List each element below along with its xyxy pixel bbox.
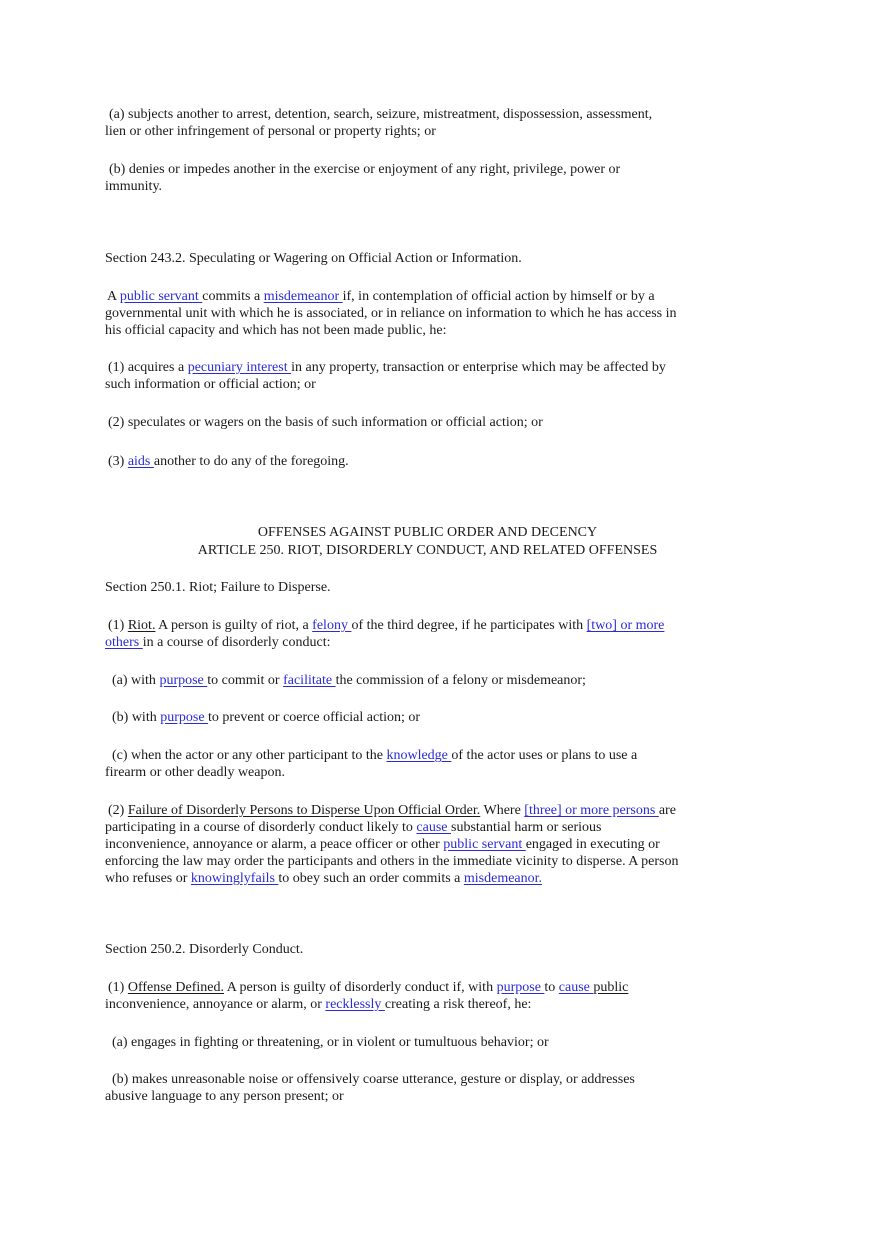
link-two-or-more[interactable]: [two] or more <box>586 618 665 633</box>
link-cause[interactable]: cause <box>558 980 594 995</box>
link-cause[interactable]: cause <box>416 820 452 835</box>
link-three-or-more-persons[interactable]: [three] or more persons <box>524 803 659 818</box>
link-public-servant[interactable]: public servant <box>119 289 203 304</box>
item-1-acquires: (1) acquires a pecuniary interest in any property, transaction or enterprise which may be affected by such information or official action; or <box>105 360 666 392</box>
offenses-title: OFFENSES AGAINST PUBLIC ORDER AND DECENCY ARTICLE 250. RIOT, DISORDERLY CONDUCT, AND RELATED OFFENSES <box>197 525 658 558</box>
link-purpose[interactable]: purpose <box>159 673 208 688</box>
riot-paragraph: (1) Riot. A person is guilty of riot, a felony of the third degree, if he participates with [two] or more others in a course of disorderly conduct: <box>105 618 665 650</box>
link-pecuniary-interest[interactable]: pecuniary interest <box>187 360 292 375</box>
failure-to-disperse-paragraph: (2) Failure of Disorderly Persons to Disperse Upon Official Order. Where [three] or more persons are participating in a course of disorderly conduct likely to cause substantial harm or serious inconvenience, annoyance or alarm, a peace officer or other public servant engaged in executing or enforcing the law may order the participants and others in the immediate vicinity to disperse. A person who refuses or knowinglyfails to obey such an order commits a misdemeanor. <box>105 803 679 886</box>
riot-item-a: (a) with purpose to commit or facilitate the commission of a felony or misdemeanor; <box>112 673 586 688</box>
item-3-aids: (3) aids another to do any of the foregoing. <box>108 454 349 469</box>
riot-item-b: (b) with purpose to prevent or coerce official action; or <box>112 710 421 725</box>
failure-to-disperse-title: Failure of Disorderly Persons to Disperse Upon Official Order. <box>127 803 481 818</box>
paragraph-b-denies: (b) denies or impedes another in the exercise or enjoyment of any right, privilege, power or immunity. <box>105 162 621 194</box>
disorderly-item-b: (b) makes unreasonable noise or offensively coarse utterance, gesture or display, or addresses abusive language to any person present; or <box>105 1072 635 1104</box>
link-knowingly-fails[interactable]: knowinglyfails <box>190 871 279 886</box>
link-purpose[interactable]: purpose <box>160 710 209 725</box>
link-aids[interactable]: aids <box>127 454 154 469</box>
riot-item-c: (c) when the actor or any other participant to the knowledge of the actor uses or plans to use a firearm or other deadly weapon. <box>105 748 638 780</box>
section-250-1-heading: Section 250.1. Riot; Failure to Disperse. <box>105 580 331 595</box>
item-2-speculates: (2) speculates or wagers on the basis of such information or official action; or <box>108 415 543 430</box>
link-recklessly[interactable]: recklessly <box>325 997 385 1012</box>
section-243-2-heading: Section 243.2. Speculating or Wagering on Official Action or Information. <box>105 251 522 266</box>
paragraph-a-subjects: (a) subjects another to arrest, detention, search, seizure, mistreatment, dispossession, assessment, lien or other infringement of personal or property rights; or <box>105 107 653 139</box>
disorderly-item-a: (a) engages in fighting or threatening, or in violent or tumultuous behavior; or <box>112 1035 549 1050</box>
link-misdemeanor[interactable]: misdemeanor. <box>463 871 543 886</box>
link-felony[interactable]: felony <box>312 618 352 633</box>
link-facilitate[interactable]: facilitate <box>283 673 336 688</box>
disorderly-conduct-definition: (1) Offense Defined. A person is guilty of disorderly conduct if, with purpose to cause public inconvenience, annoyance or alarm, or recklessly creating a risk thereof, he: <box>105 980 629 1012</box>
link-purpose[interactable]: purpose <box>496 980 545 995</box>
section-250-2-heading: Section 250.2. Disorderly Conduct. <box>105 942 304 957</box>
link-misdemeanor[interactable]: misdemeanor <box>263 289 343 304</box>
link-knowledge[interactable]: knowledge <box>386 748 452 763</box>
link-public-servant[interactable]: public servant <box>443 837 526 852</box>
section-243-2-intro: A public servant commits a misdemeanor if, in contemplation of official action by himself or by a governmental unit with which he is associated, or in reliance on information to which he has access in his official capacity and which has not been made public, he: <box>105 289 677 338</box>
link-others[interactable]: others <box>105 635 143 650</box>
riot-label: Riot. <box>127 618 156 633</box>
offense-defined-title: Offense Defined. <box>127 980 224 995</box>
